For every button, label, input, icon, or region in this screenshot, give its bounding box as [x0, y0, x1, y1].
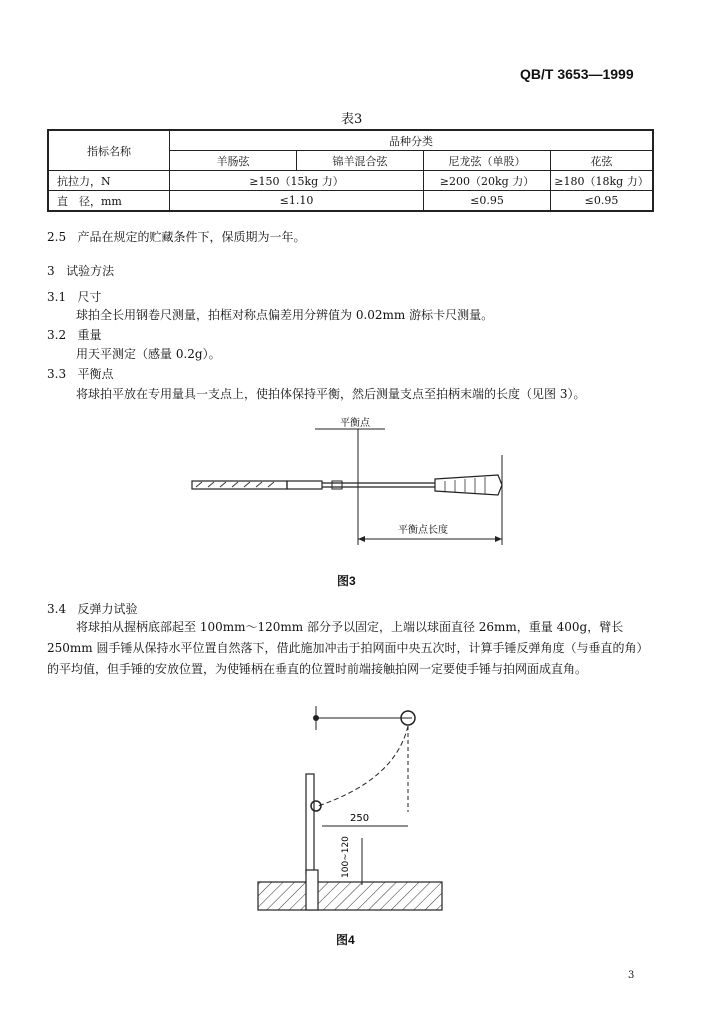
table-cell: ≥180（18kg 力）: [551, 171, 654, 191]
table-row: [48, 171, 653, 191]
clamp-length-label: 100~120: [341, 836, 351, 878]
section-title: 尺寸: [77, 290, 102, 304]
section-3-2-text: 用天平测定（感量 0.2g）。: [76, 347, 221, 361]
support-fulcrum: [332, 481, 342, 489]
table-cell: ≤0.95: [424, 191, 551, 212]
variety-cell: 尼龙弦（单股）: [424, 151, 551, 171]
section-number: 3.4: [47, 602, 67, 616]
handle-grip-hatch: [196, 482, 274, 487]
section-number: 3.1: [47, 290, 67, 304]
figure-4-caption: 图4: [336, 933, 355, 947]
variety-cell: 羊肠弦: [170, 151, 297, 171]
section-3-3-heading: [47, 365, 114, 383]
section-title: 反弹力试验: [77, 602, 138, 616]
table-cell: ≤1.10: [170, 191, 424, 212]
balance-length-label: 平衡点长度: [398, 525, 448, 536]
swing-arc: [318, 726, 408, 806]
spec-table: [47, 129, 654, 212]
section-number: 3: [47, 264, 55, 278]
section-3-4-text: 将球拍从握柄底部起至 100mm～120mm 部分予以固定，上端以球面直径 26mm，重量 400g，臂长 250mm 圆手锤从保持水平位置自然落下，借此施加冲击于拍网面中央五次时，计算手锤反弹角度（与垂直的角）的平均值，但手锤的安放位置，为使锤柄在垂直的位置时前端接触拍网一定要使手锤与拍网面成直角。: [47, 620, 649, 676]
section-title: 试验方法: [66, 264, 115, 278]
section-3-heading: [47, 262, 114, 280]
racket-grip-end: [287, 481, 322, 489]
row-label: 抗拉力，N: [48, 171, 170, 191]
table-row: [48, 191, 653, 212]
figure-4-diagram: [250, 700, 450, 915]
section-3-4-heading: [47, 600, 138, 618]
section-number: 3.2: [47, 328, 67, 342]
variety-cell: 锦羊混合弦: [297, 151, 424, 171]
section-number: 3.3: [47, 367, 67, 381]
figure-3-caption: 图3: [337, 574, 356, 588]
section-number: 2.5: [47, 230, 67, 244]
table-header-row: [48, 130, 653, 151]
variety-cell: 花弦: [551, 151, 654, 171]
page-number: 3: [628, 970, 635, 981]
header-indicator: 指标名称: [48, 130, 170, 171]
table-cell: ≥150（15kg 力）: [170, 171, 424, 191]
section-3-2-heading: [47, 326, 102, 344]
section-3-3-text: 将球拍平放在专用量具一支点上，使拍体保持平衡，然后测量支点至拍柄末端的长度（见图 3）。: [76, 387, 586, 401]
section-text: 产品在规定的贮藏条件下，保质期为一年。: [77, 230, 306, 244]
section-title: 平衡点: [77, 367, 114, 381]
balance-point-label: 平衡点: [340, 418, 370, 429]
racket-frame: [306, 774, 314, 874]
table-caption: 表3: [341, 112, 363, 127]
arm-length-label: 250: [350, 813, 370, 824]
row-label: 直 径，mm: [48, 191, 170, 212]
standard-code: QB/T 3653—1999: [520, 66, 634, 82]
section-title: 重量: [77, 328, 102, 342]
section-3-1-heading: [47, 288, 102, 306]
clamp-base: [258, 882, 442, 910]
section-2-5: [47, 228, 306, 246]
section-3-1-text: 球拍全长用钢卷尺测量，拍框对称点偏差用分辨值为 0.02mm 游标卡尺测量。: [76, 308, 494, 322]
clamp-slot: [306, 870, 318, 910]
racket-handle: [192, 481, 287, 489]
header-variety-group: 品种分类: [170, 130, 654, 151]
table-cell: ≥200（20kg 力）: [424, 171, 551, 191]
figure-3-diagram: [180, 415, 520, 550]
table-cell: ≤0.95: [551, 191, 654, 212]
